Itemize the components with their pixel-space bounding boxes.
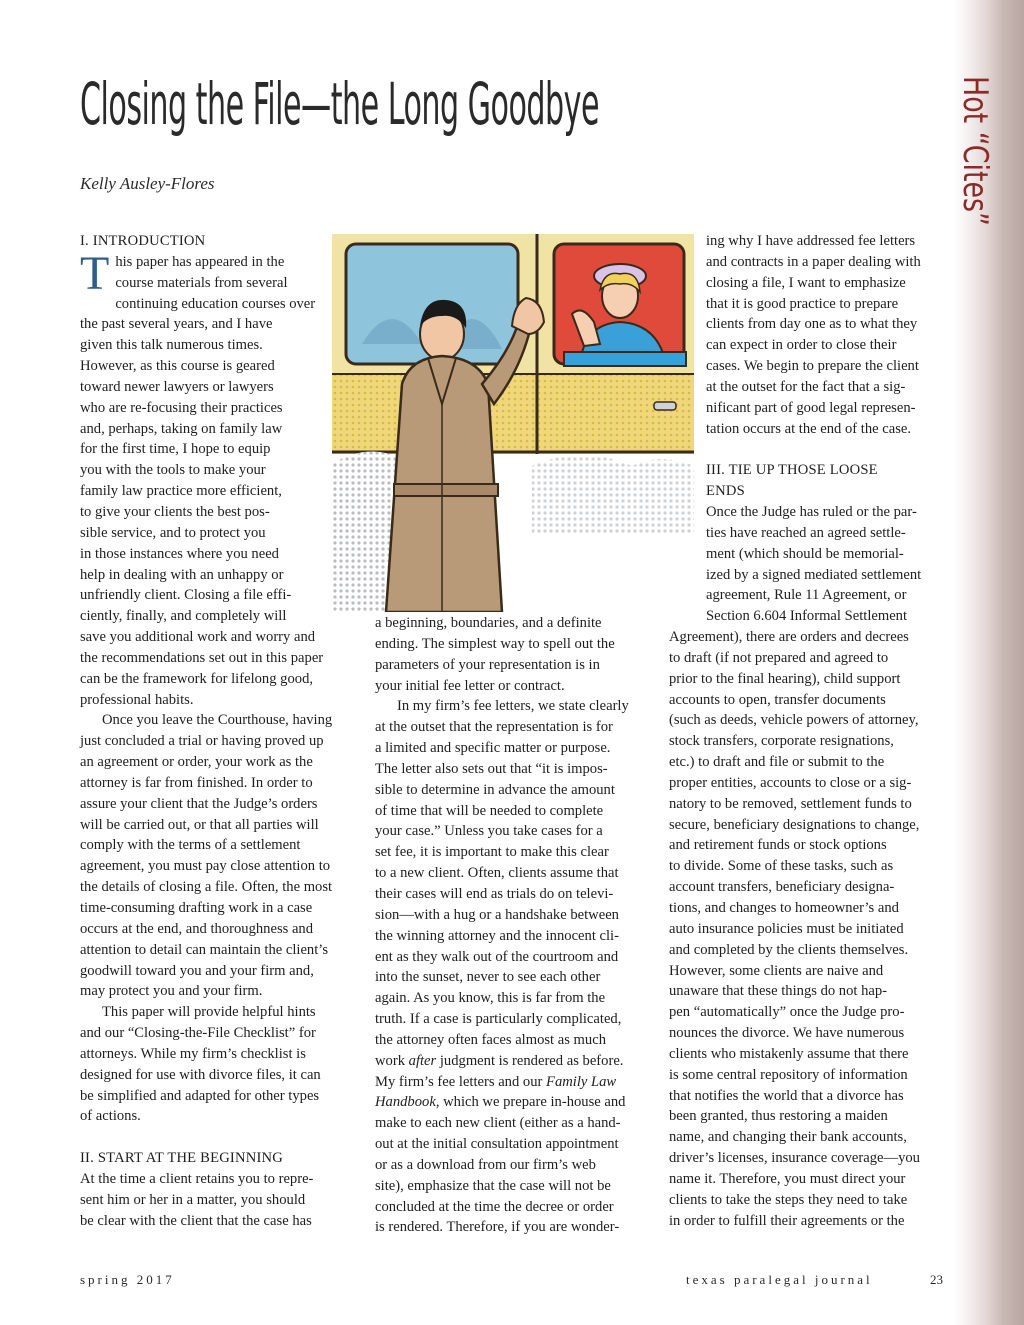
body-line: proper entities, accounts to close or a sig-	[669, 774, 912, 791]
body-line: your initial fee letter or contract.	[375, 677, 565, 694]
body-line: comply with the terms of a settlement	[80, 837, 301, 854]
body-line: Section 6.604 Informal Settlement	[706, 608, 908, 625]
body-line: toward newer lawyers or lawyers	[80, 378, 274, 395]
body-line: unfriendly client. Closing a file effi-	[80, 587, 292, 604]
body-line: secure, beneficiary designations to change,	[669, 816, 920, 833]
body-line: a limited and specific matter or purpose.	[375, 740, 611, 757]
body-line: closing a file, I want to emphasize	[706, 274, 906, 291]
body-line: at the outset that the representation is for	[375, 719, 613, 736]
body-line: ing why I have addressed fee letters	[706, 233, 916, 249]
body-line: goodwill toward you and your firm and,	[80, 962, 314, 979]
body-line: auto insurance policies must be initiated	[669, 920, 904, 937]
page-number: 23	[930, 1272, 943, 1287]
body-line: assure your client that the Judge’s orders	[80, 795, 318, 812]
body-line: again. As you know, this is far from the	[375, 990, 606, 1007]
body-line: name it. Therefore, you must direct your	[669, 1170, 906, 1187]
body-line: the past several years, and I have	[80, 316, 273, 333]
body-line: The letter also sets out that “it is impos-	[375, 760, 608, 777]
heading-start-at-beginning: II. START AT THE BEGINNING	[80, 1150, 284, 1167]
body-line: be simplified and adapted for other types	[80, 1087, 320, 1104]
article-author: Kelly Ausley-Flores	[80, 174, 215, 193]
body-line: unaware that these things do not hap-	[669, 983, 888, 1000]
body-line: you with the tools to make your	[80, 462, 266, 479]
drop-cap: T	[80, 246, 110, 300]
body-line: Handbook, which we prepare in-house and	[375, 1094, 626, 1111]
body-line: attorney is far from finished. In order to	[80, 774, 313, 791]
body-line: However, some clients are naive and	[669, 962, 884, 979]
body-line: clients from day one as to what they	[706, 316, 918, 333]
train-farewell-illustration	[332, 234, 694, 612]
body-line: site), emphasize that the case will not be	[375, 1177, 611, 1194]
body-line: set fee, it is important to make this clear	[375, 844, 609, 861]
body-line: sible to determine in advance the amount	[375, 781, 615, 798]
body-line: accounts to open, transfer documents	[669, 691, 886, 708]
column-1	[80, 231, 360, 1232]
svg-text:Hot “Cites”: Hot “Cites”	[955, 76, 995, 230]
body-line: will be carried out, or that all parties will	[80, 816, 319, 833]
body-line: an agreement or order, your work as the	[80, 754, 313, 771]
body-line: may protect you and your firm.	[80, 983, 263, 1000]
body-line: ending. The simplest way to spell out the	[375, 635, 615, 652]
body-line: Once the Judge has ruled or the par-	[706, 503, 917, 520]
body-line: parameters of your representation is in	[375, 656, 600, 673]
body-line: ent as they walk out of the courtroom and	[375, 948, 619, 965]
section-tab	[920, 60, 1024, 230]
body-line: to draft (if not prepared and agreed to	[669, 649, 889, 666]
body-line: your case.” Unless you take cases for a	[375, 823, 603, 840]
body-line: for the first time, I hope to equip	[80, 441, 271, 458]
body-line: time-consuming drafting work in a case	[80, 900, 313, 916]
body-line: or as a download from our firm’s web	[375, 1156, 596, 1173]
body-line: My firm’s fee letters and our Family Law	[375, 1073, 617, 1090]
body-line: a beginning, boundaries, and a definite	[375, 615, 602, 631]
body-line: truth. If a case is particularly complicated,	[375, 1011, 622, 1028]
body-line: the winning attorney and the innocent cli-	[375, 927, 619, 944]
body-line: sent him or her in a matter, you should	[80, 1191, 306, 1208]
body-line: be clear with the client that the case has	[80, 1212, 312, 1229]
body-line: out at the initial consultation appointment	[375, 1136, 619, 1153]
body-line: (such as deeds, vehicle powers of attorney,	[669, 712, 919, 729]
body-line: cases. We begin to prepare the client	[706, 358, 919, 375]
footer-issue: spring 2017	[80, 1272, 175, 1287]
body-line: to give your clients the best pos-	[80, 503, 270, 520]
body-line: continuing education courses over	[115, 295, 316, 312]
body-line: agreement, you must pay close attention to	[80, 858, 331, 875]
body-line: nounces the divorce. We have numerous	[669, 1025, 905, 1042]
body-line: and retirement funds or stock options	[669, 837, 887, 854]
body-line: that notifies the world that a divorce has	[669, 1087, 904, 1104]
body-line: of actions.	[80, 1108, 141, 1125]
body-line: ment (which should be memorial-	[706, 545, 904, 562]
body-line: agreement, Rule 11 Agreement, or	[706, 587, 907, 604]
body-line: name, and changing their bank accounts,	[669, 1129, 907, 1146]
body-line: family law practice more efficient,	[80, 483, 282, 500]
body-line: At the time a client retains you to repre-	[80, 1170, 314, 1187]
section-tab-label	[920, 60, 1024, 230]
body-line: the details of closing a file. Often, the most	[80, 879, 333, 896]
body-line: into the sunset, never to see each other	[375, 969, 601, 986]
body-line: to divide. Some of these tasks, such as	[669, 858, 894, 875]
body-line: clients who mistakenly assume that there	[669, 1045, 909, 1062]
body-line: and contracts in a paper dealing with	[706, 253, 921, 270]
body-line: stock transfers, corporate resignations,	[669, 733, 894, 750]
body-line: However, as this course is geared	[80, 358, 275, 375]
body-line: clients to take the steps they need to take	[669, 1191, 908, 1208]
body-line: is some central repository of information	[669, 1066, 908, 1083]
body-line: save you additional work and worry and	[80, 629, 316, 646]
body-line: designed for use with divorce files, it can	[80, 1066, 321, 1083]
body-line: the recommendations set out in this paper	[80, 649, 324, 666]
body-line: been granted, thus restoring a maiden	[669, 1108, 888, 1125]
body-line: driver’s licenses, insurance coverage—you	[669, 1150, 920, 1167]
body-line: and completed by the clients themselves.	[669, 941, 909, 958]
body-line: given this talk numerous times.	[80, 337, 263, 354]
body-line: nificant part of good legal represen-	[706, 399, 916, 416]
body-line: tation occurs at the end of the case.	[706, 420, 912, 437]
body-line: sion—with a hug or a handshake between	[375, 906, 619, 923]
illustration-art	[332, 234, 694, 612]
body-line: in order to fulfill their agreements or the	[669, 1212, 905, 1229]
heading-tie-up-loose-ends-cont: ENDS	[706, 483, 745, 500]
body-line: is rendered. Therefore, if you are wonder-	[375, 1219, 620, 1236]
body-line: Once you leave the Courthouse, having	[102, 712, 333, 729]
body-line: to a new client. Often, clients assume that	[375, 865, 619, 882]
body-line: in those instances where you need	[80, 545, 279, 562]
body-line: Agreement), there are orders and decrees	[669, 629, 909, 646]
body-line: that it is good practice to prepare	[706, 295, 899, 312]
body-line: ized by a signed mediated settlement	[706, 566, 922, 583]
body-line: attorneys. While my firm’s checklist is	[80, 1045, 306, 1062]
body-line: and, perhaps, taking on family law	[80, 420, 283, 437]
body-line: ties have reached an agreed settle-	[706, 524, 906, 541]
body-line: help in dealing with an unhappy or	[80, 566, 284, 583]
body-line: their cases will end as trials do on televi-	[375, 885, 614, 902]
article-title: Closing the File—the Long Goodbye	[80, 70, 600, 138]
body-line: who are re-focusing their practices	[80, 399, 283, 416]
heading-introduction: I. INTRODUCTION	[80, 233, 206, 249]
body-line: occurs at the end, and thoroughness and	[80, 920, 314, 937]
body-line: the attorney often faces almost as much	[375, 1031, 606, 1048]
body-line: prior to the final hearing), child support	[669, 670, 901, 687]
body-line: can expect in order to close their	[706, 337, 897, 354]
body-line: In my firm’s fee letters, we state clearly	[397, 698, 629, 715]
heading-tie-up-loose-ends: III. TIE UP THOSE LOOSE	[706, 462, 878, 479]
column-2	[375, 613, 655, 1238]
body-line: and our “Closing-the-File Checklist” for	[80, 1025, 316, 1042]
body-line: account transfers, beneficiary designa-	[669, 879, 895, 896]
body-line: tions, and changes to homeowner’s and	[669, 900, 899, 916]
body-line: sible service, and to protect you	[80, 524, 266, 541]
body-line: just concluded a trial or having proved up	[80, 733, 324, 750]
column-3	[669, 231, 949, 1232]
body-line: concluded at the time the decree or order	[375, 1198, 614, 1215]
body-line: can be the framework for lifelong good,	[80, 670, 314, 687]
body-line: etc.) to draft and file or submit to the	[669, 754, 885, 771]
body-line: ciently, finally, and completely will	[80, 608, 287, 625]
footer-journal: texas paralegal journal	[686, 1272, 873, 1287]
body-line: his paper has appeared in the	[115, 253, 285, 270]
body-line: make to each new client (either as a hand-	[375, 1115, 621, 1132]
body-line: This paper will provide helpful hints	[102, 1004, 316, 1021]
body-line: natory to be removed, settlement funds to	[669, 795, 912, 812]
body-line: professional habits.	[80, 691, 194, 708]
body-line: attention to detail can maintain the client’s	[80, 941, 329, 958]
body-line: at the outset for the fact that a sig-	[706, 378, 906, 395]
body-line: of time that will be needed to complete	[375, 802, 604, 819]
body-line: work after judgment is rendered as before.	[375, 1052, 624, 1069]
body-line: course materials from several	[115, 274, 288, 291]
body-line: pen “automatically” once the Judge pro-	[669, 1004, 905, 1021]
